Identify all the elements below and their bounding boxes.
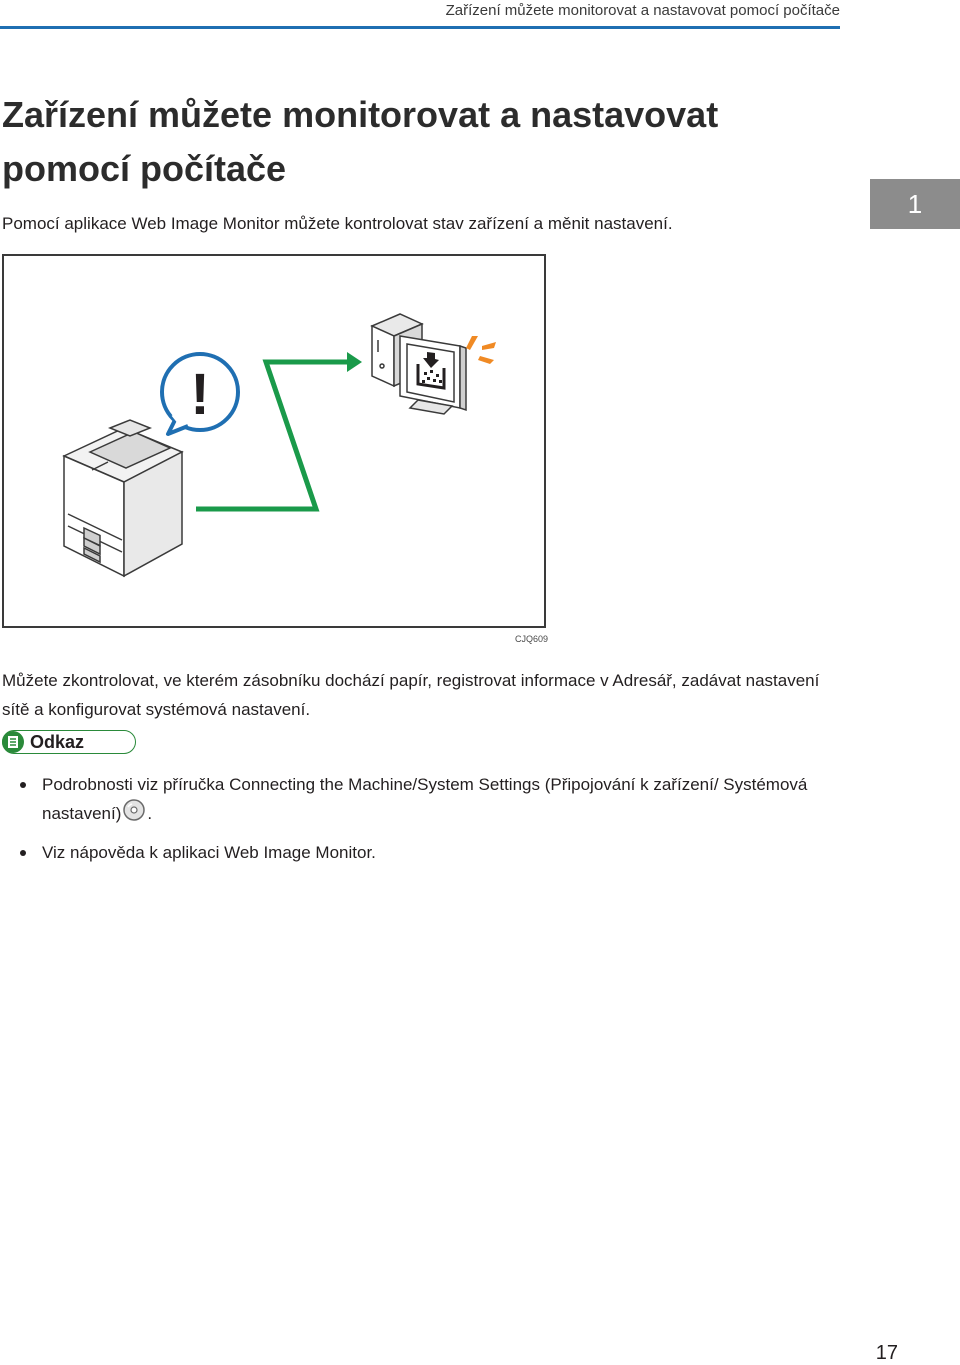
body-paragraph: Můžete zkontrolovat, ve kterém zásobníku dochází papír, registrovat informace v Adresář, zadávat nastavení sítě a konfigurovat systémová nastavení. (2, 671, 820, 719)
illustration (4, 256, 544, 626)
list-item (20, 838, 820, 867)
page-number: 17 (875, 1342, 898, 1364)
intro-text: Pomocí aplikace Web Image Monitor můžete kontrolovat stav zařízení a měnit nastavení. (2, 214, 673, 233)
alert-symbol: ! (190, 362, 210, 427)
bullet-icon (20, 782, 26, 788)
warning-spark-icon (466, 336, 496, 364)
printer-icon (64, 420, 182, 576)
chapter-tab: 1 (870, 179, 960, 229)
alert-bubble-icon (162, 354, 238, 434)
arrow-icon (347, 352, 362, 372)
list-item-text: Podrobnosti viz příručka Connecting the Machine/System Settings (Připojování k zařízení/ Systémová nastavení) (42, 775, 808, 823)
list-item-text: Viz nápověda k aplikaci Web Image Monitor. (42, 843, 376, 862)
list-item-suffix: . (147, 804, 153, 823)
figure-code: CJQ609 (515, 634, 549, 644)
document-icon (2, 731, 24, 753)
reference-label (2, 730, 136, 754)
bullet-icon (20, 850, 26, 856)
computer-icon (372, 314, 466, 414)
running-header: Zařízení můžete monitorovat a nastavovat pomocí počítače (445, 2, 840, 19)
reference-label-text: Odkaz (30, 731, 85, 752)
reference-list (20, 770, 820, 875)
cd-icon (123, 799, 145, 830)
page-title: Zařízení můžete monitorovat a nastavovat pomocí počítače (2, 94, 719, 189)
list-item (20, 770, 820, 830)
header-rule (0, 26, 840, 29)
illustration-figure (2, 254, 546, 628)
